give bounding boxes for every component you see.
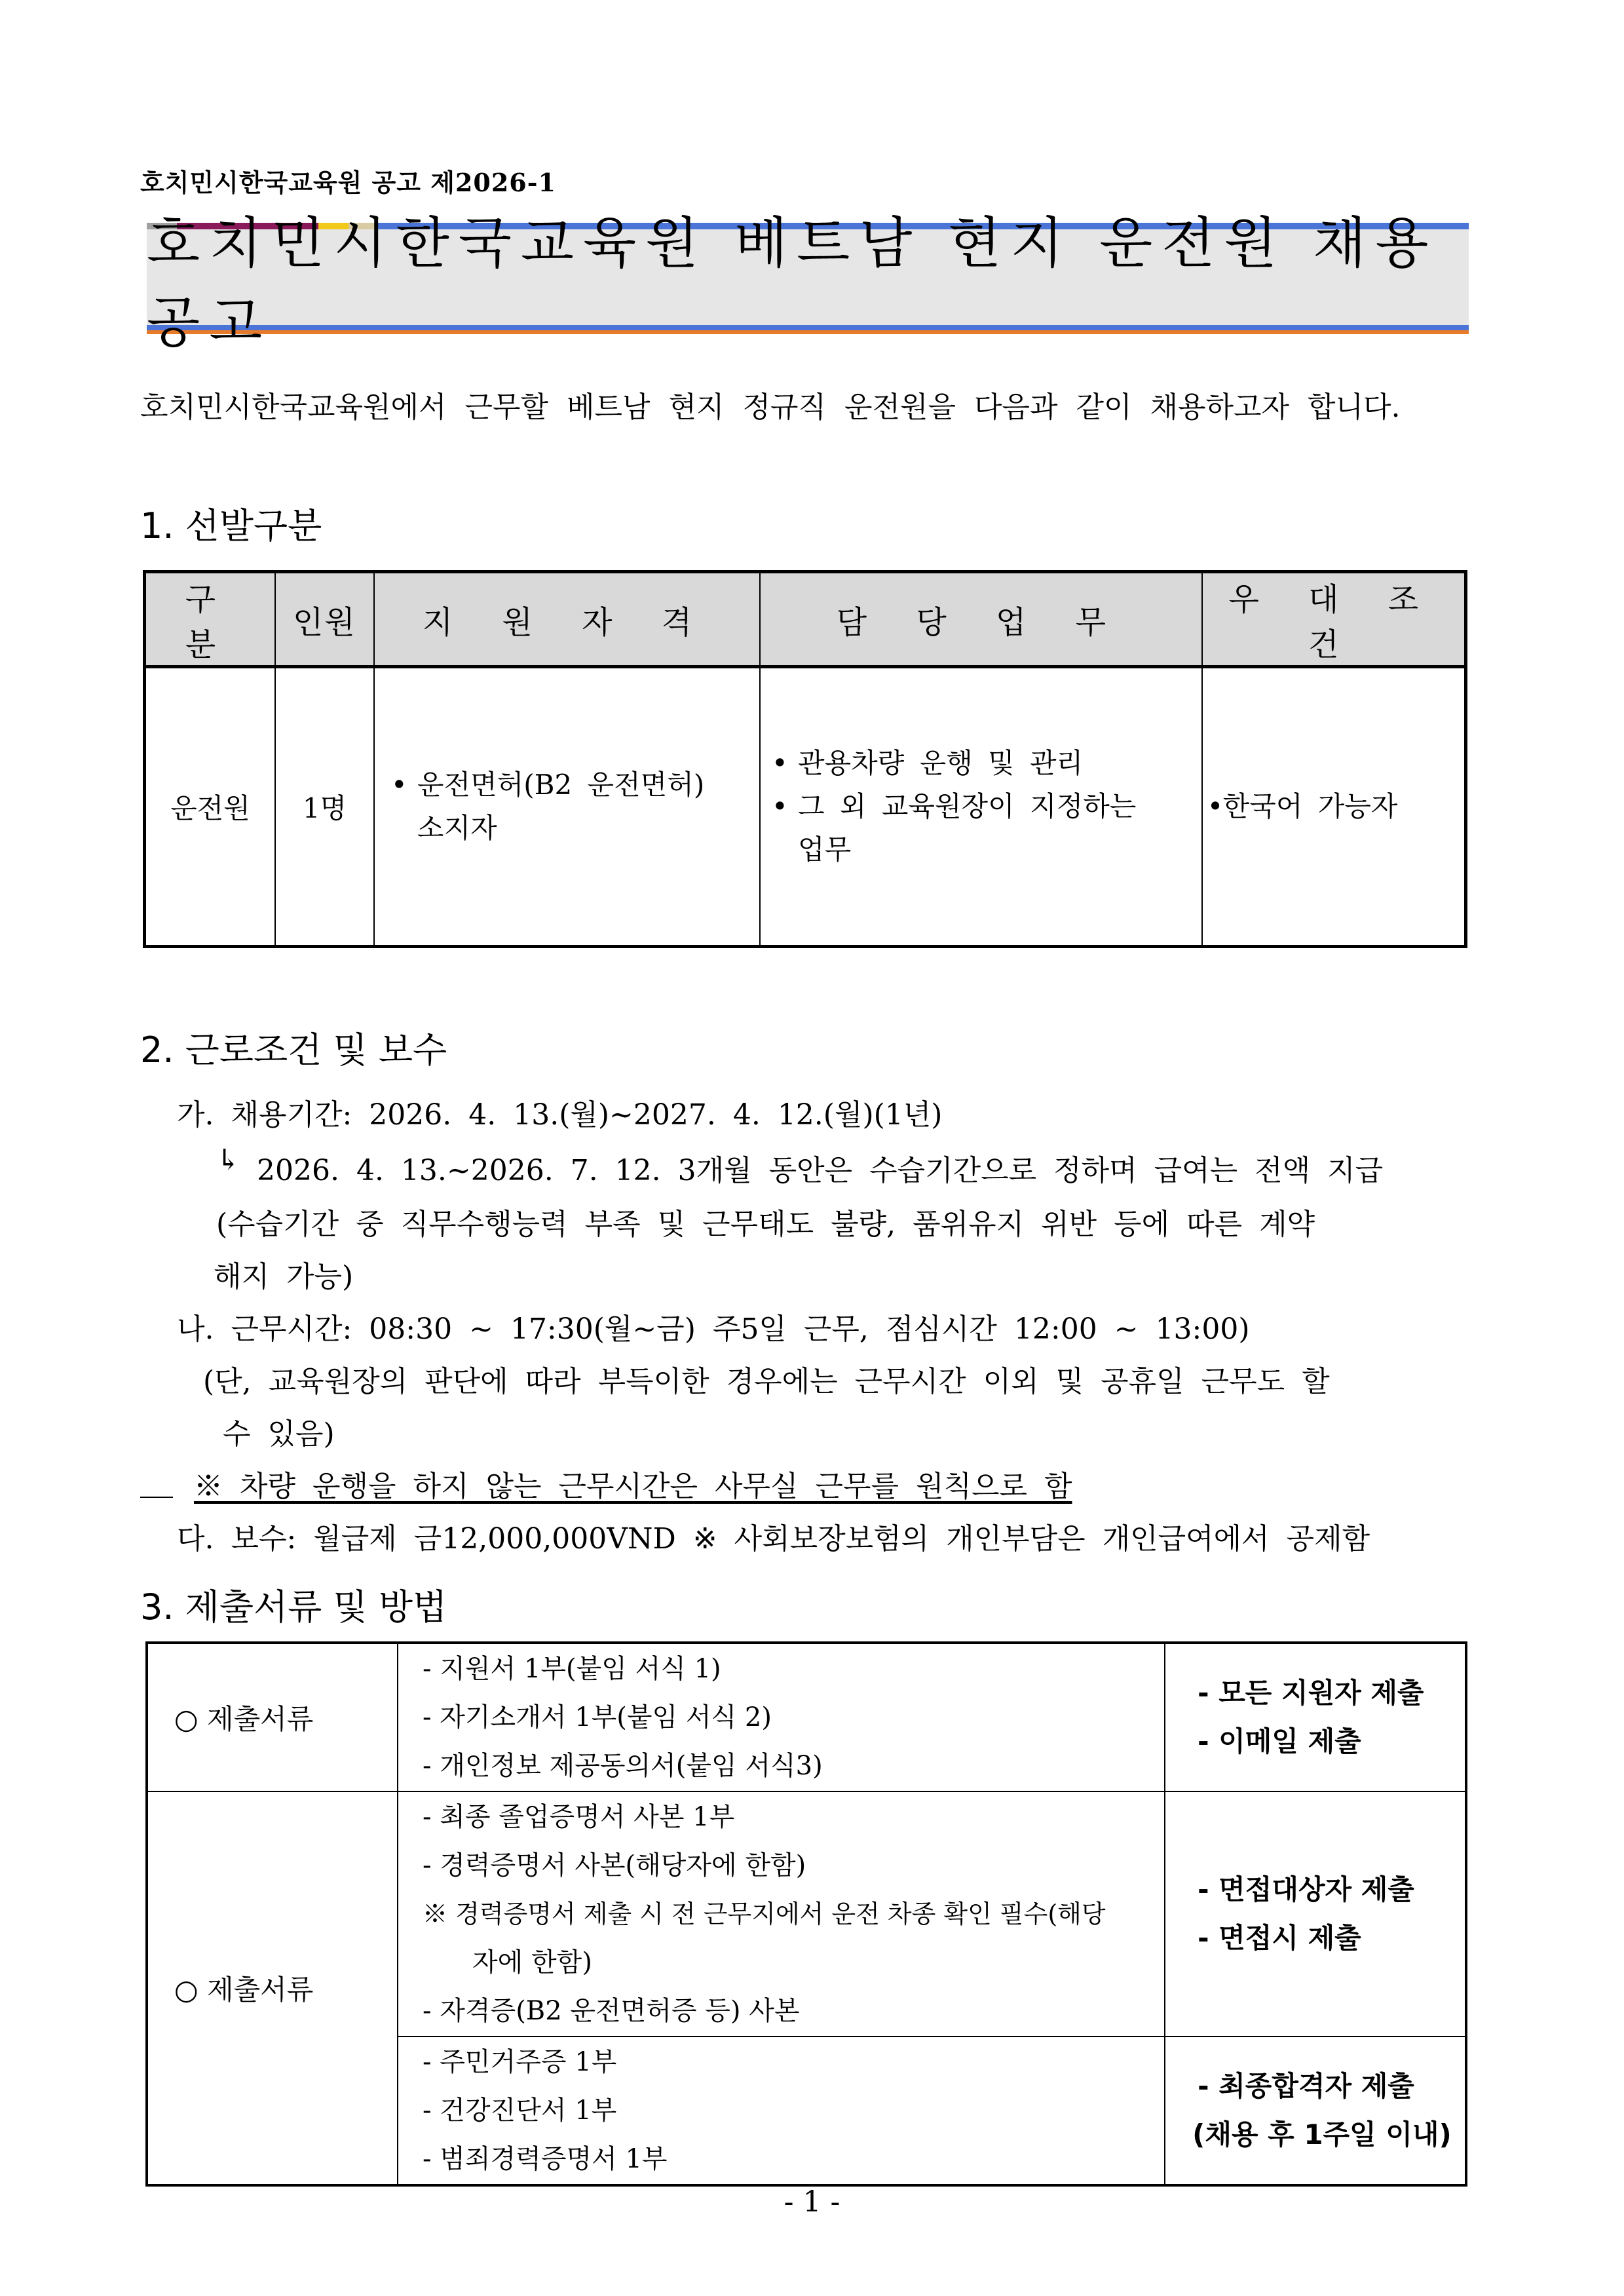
cell-duties (760, 667, 1202, 947)
cell-documents (398, 2037, 1165, 2185)
list-item: - 범죄경력증명서 1부 (423, 2144, 668, 2174)
list-item: • 운전면허(B2 운전면허) 소지자 (387, 763, 719, 850)
list-item: - 지원서 1부(붙임 서식 1) (423, 1654, 721, 1684)
list-item: - 이메일 제출 (1198, 1725, 1361, 1757)
underline-lead (140, 1497, 173, 1498)
probation-arrow: ↳ (216, 1143, 240, 1177)
probation-note-1: 2026. 4. 13.~2026. 7. 12. 3개월 동안은 수습기간으로 정하며 급여는 전액 지급 (257, 1154, 1384, 1187)
cell-documents (398, 1791, 1165, 2037)
list-item: - 경력증명서 사본(해당자에 한함) (423, 1850, 806, 1881)
list-item: - 개인정보 제공동의서(붙임 서식3) (423, 1751, 823, 1781)
notice-number: 호치민시한국교육원 공고 제2026-1 (140, 168, 556, 197)
table-header-row (145, 572, 1466, 667)
cell-category: ○ 제출서류 (147, 1643, 398, 1791)
col-header-qualifications: 지 원 자 격 (374, 572, 760, 667)
cell-requirements (1165, 2037, 1466, 2185)
documents-table (145, 1641, 1467, 2187)
table-row (145, 667, 1466, 947)
employment-period: 가. 채용기간: 2026. 4. 13.(월)~2027. 4. 12.(월)(1년) (177, 1098, 943, 1132)
list-item: • 한국어 가능자 (1203, 785, 1463, 828)
table-row (147, 1643, 1466, 1791)
list-item: ※ 경력증명서 제출 시 전 근무지에서 운전 차종 확인 필수(해당 (423, 1900, 1106, 1928)
list-item: - 자격증(B2 운전면허증 등) 사본 (423, 1996, 800, 2026)
intro-text: 호치민시한국교육원에서 근무할 베트남 현지 정규직 운전원을 다음과 같이 채용하고자 합니다. (140, 391, 1401, 424)
office-work-warning: ※ 차량 운행을 하지 않는 근무시간은 사무실 근무를 원칙으로 함 (194, 1470, 1072, 1503)
cell-preferences (1202, 667, 1466, 947)
page-number: - 1 - (784, 2185, 840, 2219)
cell-requirements (1165, 1643, 1466, 1791)
section1-heading: 1. 선발구분 (140, 505, 322, 546)
list-item: - 최종 졸업증명서 사본 1부 (423, 1802, 735, 1832)
list-item: • 그 외 교육원장이 지정하는 업무 (768, 785, 1178, 871)
list-item: (채용 후 1주일 이내) (1192, 2118, 1452, 2151)
working-hours: 나. 근무시간: 08:30 ~ 17:30(월~금) 주5일 근무, 점심시간 12:00 ~ 13:00) (177, 1312, 1250, 1346)
working-hours-note-1: (단, 교육원장의 판단에 따라 부득이한 경우에는 근무시간 이외 및 공휴일 근무도 할 (203, 1365, 1330, 1398)
list-item: - 주민거주증 1부 (423, 2047, 617, 2077)
list-item: - 면접대상자 제출 (1198, 1873, 1414, 1905)
cell-requirements (1165, 1791, 1466, 2037)
col-header-preferences: 우 대 조 건 (1202, 572, 1466, 667)
cell-qualifications (374, 667, 760, 947)
section3-heading: 3. 제출서류 및 방법 (140, 1586, 447, 1628)
col-header-category: 구 분 (145, 572, 275, 667)
probation-note-3: 해지 가능) (214, 1260, 354, 1293)
list-item: - 면접시 제출 (1198, 1922, 1361, 1954)
table-row (147, 1791, 1466, 2037)
list-item: • 관용차량 운행 및 관리 (768, 742, 1201, 785)
probation-note-2: (수습기간 중 직무수행능력 부족 및 근무태도 불량, 품위유지 위반 등에 따른 계약 (216, 1208, 1315, 1241)
cell-count: 1명 (275, 667, 374, 947)
salary: 다. 보수: 월급제 금12,000,000VND ※ 사회보장보험의 개인부담은 개인급여에서 공제함 (177, 1522, 1370, 1556)
col-header-count: 인원 (275, 572, 374, 667)
cell-category: ○ 제출서류 (147, 1791, 398, 2185)
list-item: 자에 한함) (472, 1947, 592, 1978)
section2-heading: 2. 근로조건 및 보수 (140, 1029, 447, 1071)
col-header-duties: 담 당 업 무 (760, 572, 1202, 667)
list-item: - 최종합격자 제출 (1198, 2070, 1414, 2102)
cell-category: 운전원 (145, 667, 275, 947)
cell-documents (398, 1643, 1165, 1791)
working-hours-note-2: 수 있음) (223, 1417, 335, 1451)
list-item: - 자기소개서 1부(붙임 서식 2) (423, 1702, 772, 1732)
list-item: - 건강진단서 1부 (423, 2095, 617, 2126)
page-title: 호치민시한국교육원 베트남 현지 운전원 채용 공고 (147, 211, 1438, 354)
list-item: - 모든 지원자 제출 (1198, 1677, 1424, 1709)
selection-table (143, 570, 1467, 948)
